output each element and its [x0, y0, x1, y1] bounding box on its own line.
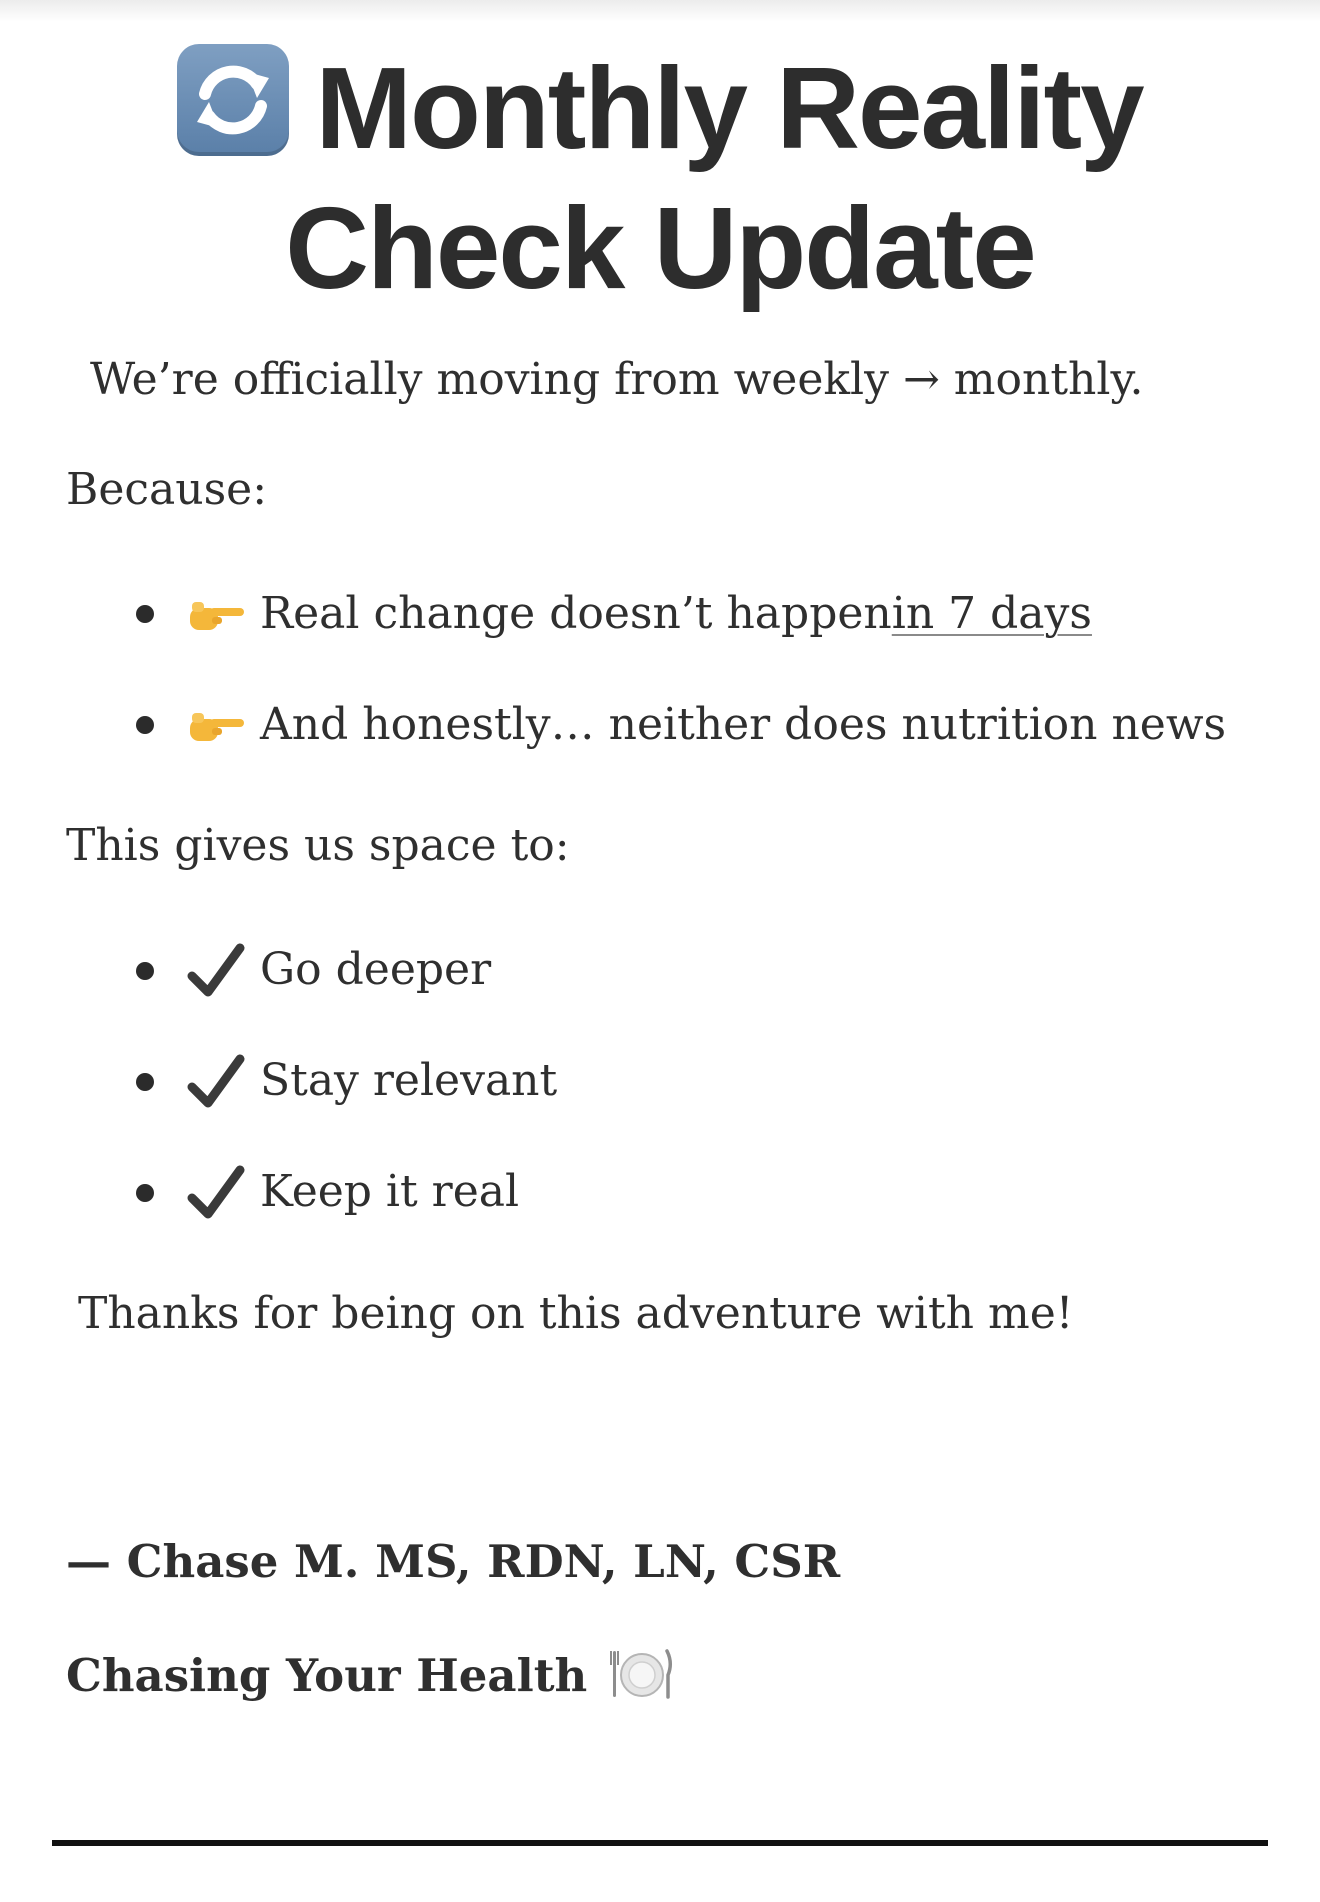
title-text-line-1: Monthly Reality: [315, 43, 1143, 173]
refresh-arrows-icon: [177, 44, 289, 156]
title-text-line-2: Check Update: [285, 183, 1035, 313]
space-label: This gives us space to:: [66, 820, 570, 871]
bullet-dot: [136, 716, 154, 734]
title-line-1: [0, 38, 1320, 178]
because-item-text: Real change doesn’t happen: [260, 588, 892, 639]
signature-brand-line: [66, 1645, 675, 1704]
plate-with-cutlery-icon: [609, 1645, 675, 1701]
pointing-hand-icon: [184, 697, 248, 753]
brand-name: Chasing Your Health: [66, 1649, 588, 1702]
bottom-divider: [52, 1840, 1268, 1846]
list-item: [184, 586, 1092, 642]
bullet-dot: [136, 605, 154, 623]
space-item-text: Stay relevant: [260, 1055, 558, 1106]
because-item-text: And honestly… neither does nutrition news: [260, 699, 1227, 750]
space-item-text: Keep it real: [260, 1166, 520, 1217]
top-shadow: [0, 0, 1320, 22]
pointing-hand-icon: [184, 586, 248, 642]
list-item: [184, 697, 1226, 753]
list-item: [184, 1053, 557, 1109]
check-mark-icon: [184, 1164, 248, 1220]
bullet-dot: [136, 962, 154, 980]
bullet-dot: [136, 1184, 154, 1202]
list-item: [184, 942, 491, 998]
bullet-dot: [136, 1073, 154, 1091]
in-7-days-link[interactable]: in 7 days: [891, 588, 1092, 639]
thanks-text: Thanks for being on this adventure with me!: [78, 1288, 1074, 1339]
because-label: Because:: [66, 464, 268, 515]
check-mark-icon: [184, 1053, 248, 1109]
page-title: [0, 38, 1320, 318]
space-item-text: Go deeper: [260, 944, 492, 995]
list-item: [184, 1164, 519, 1220]
intro-text: We’re officially moving from weekly → monthly.: [90, 354, 1144, 405]
check-mark-icon: [184, 942, 248, 998]
signature-name: — Chase M. MS, RDN, LN, CSR: [66, 1535, 841, 1588]
